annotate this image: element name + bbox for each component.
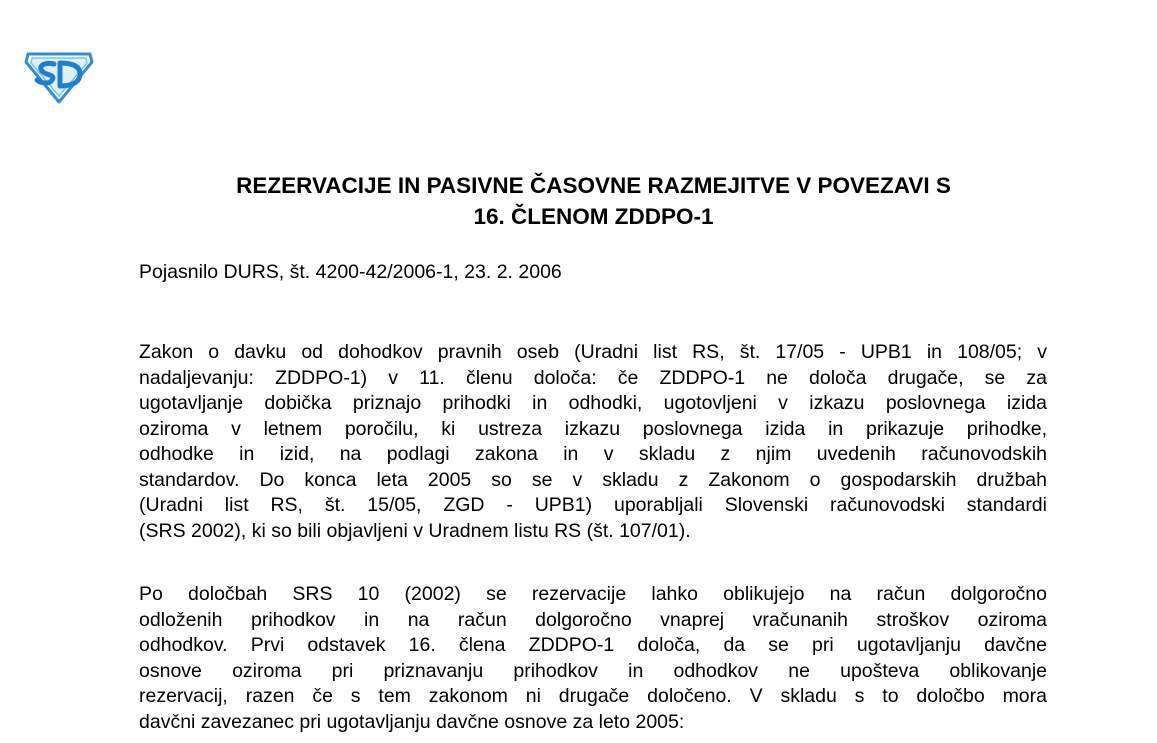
- paragraph-1: [139, 340, 1047, 544]
- sd-shield-logo-icon: [22, 48, 96, 104]
- paragraph-2-line: davčni zavezanec pri ugotavljanju davčne osnove za leto 2005:: [139, 710, 685, 733]
- document-subtitle: Pojasnilo DURS, št. 4200-42/2006-1, 23. 2. 2006: [139, 261, 562, 283]
- paragraph-2-line: Po določbah SRS 10 (2002) se rezervacije lahko oblikujejo na račun dolgoročno: [139, 583, 1047, 605]
- title-line-2: 16. ČLENOM ZDDPO-1: [473, 204, 714, 229]
- paragraph-1-line: nadaljevanju: ZDDPO-1) v 11. členu določa: če ZDDPO-1 ne določa drugače, se za: [139, 366, 1047, 389]
- paragraph-1-line: Zakon o davku od dohodkov pravnih oseb (Uradni list RS, št. 17/05 - UPB1 in 108/05; v: [139, 341, 1047, 363]
- paragraph-1-line: oziroma v letnem poročilu, ki ustreza izkazu poslovnega izida in prikazuje prihodke,: [139, 417, 1047, 440]
- paragraph-2-line: odloženih prihodkov in na račun dolgoročno vnaprej vračunanih stroškov oziroma: [139, 608, 1047, 631]
- title-line-1: REZERVACIJE IN PASIVNE ČASOVNE RAZMEJITVE V POVEZAVI S: [236, 173, 951, 198]
- paragraph-1-line: (SRS 2002), ki so bili objavljeni v Uradnem listu RS (št. 107/01).: [139, 519, 691, 542]
- paragraph-2: [139, 582, 1047, 735]
- paragraph-1-line: odhodke in izid, na podlagi zakona in v skladu z njim uvedenih računovodskih: [139, 443, 1047, 465]
- paragraph-2-line: osnove oziroma pri priznavanju prihodkov in odhodkov ne upošteva oblikovanje: [139, 659, 1047, 682]
- paragraph-2-line: rezervacij, razen če s tem zakonom ni drugače določeno. V skladu s to določbo mora: [139, 685, 1047, 707]
- paragraph-2-line: odhodkov. Prvi odstavek 16. člena ZDDPO-1 določa, da se pri ugotavljanju davčne: [139, 634, 1047, 656]
- paragraph-1-line: standardov. Do konca leta 2005 so se v skladu z Zakonom o gospodarskih družbah: [139, 468, 1047, 491]
- paragraph-1-line: (Uradni list RS, št. 15/05, ZGD - UPB1) uporabljali Slovenski računovodski standardi: [139, 494, 1047, 516]
- document-title: [0, 170, 1157, 232]
- paragraph-1-line: ugotavljanje dobička priznajo prihodki in odhodki, ugotovljeni v izkazu poslovnega izida: [139, 392, 1047, 414]
